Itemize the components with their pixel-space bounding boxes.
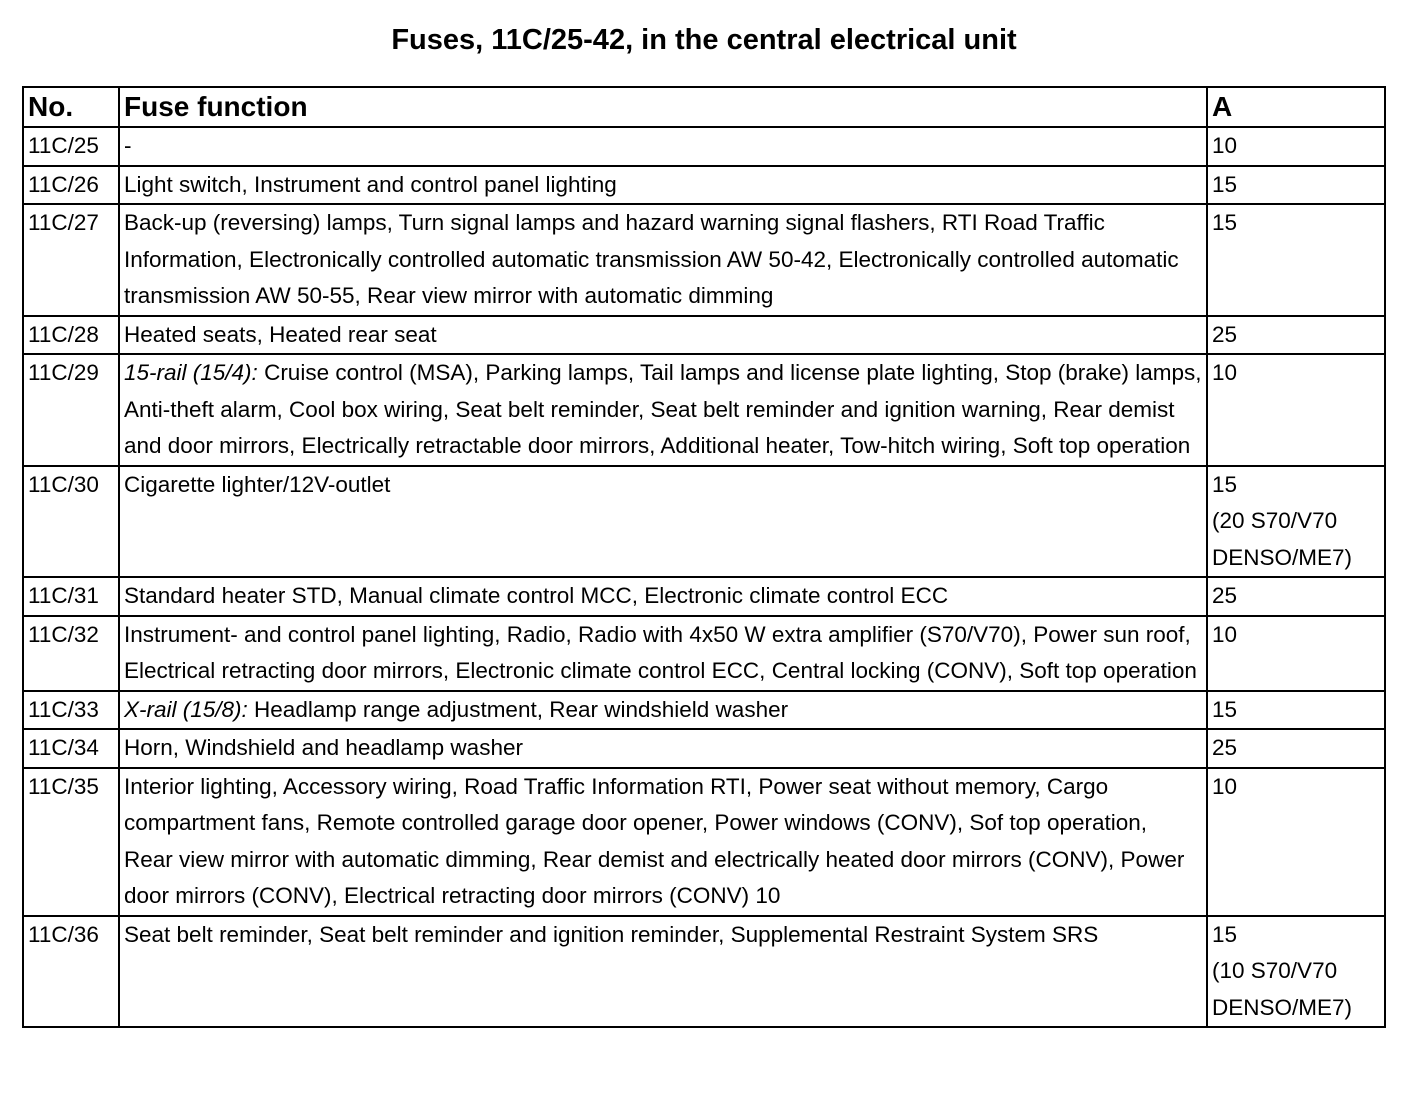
fuse-number: 11C/36 [23,916,119,1028]
fuse-function [119,916,1207,1028]
fuse-table-body [23,127,1385,1027]
rail-label: X-rail (15/8): [124,696,248,722]
fuse-function-text: Heated seats, Heated rear seat [124,321,437,347]
amperage-value: (20 S70/V70 [1212,508,1338,533]
fuse-amperage [1207,577,1385,616]
amperage-value: 10 [1212,360,1238,385]
fuse-amperage [1207,768,1385,916]
fuse-number: 11C/35 [23,768,119,916]
amperage-value: 15 [1212,696,1238,722]
fuse-function-text: Cruise control (MSA), Parking lamps, Tail lamps and license plate lighting, Stop (brake) lamps, Anti-theft alarm, Cool box wiring, Seat belt reminder, Seat belt reminder and ignition warning, Rear demist and door mirrors, Electrically retractable door mirrors, Additional heater, Tow-hitch wiring, Soft top operation [124,360,1202,458]
fuse-number: 11C/32 [23,616,119,691]
rail-label: 15-rail (15/4): [124,360,258,385]
fuse-amperage [1207,316,1385,355]
fuse-number: 11C/27 [23,204,119,316]
table-row [23,354,1385,466]
table-row [23,166,1385,205]
fuse-amperage [1207,466,1385,578]
fuse-amperage [1207,729,1385,768]
table-row [23,616,1385,691]
table-row [23,691,1385,730]
amperage-value: 25 [1212,735,1238,760]
fuse-function [119,616,1207,691]
amperage-value: 15 [1212,210,1238,235]
table-row [23,729,1385,768]
fuse-number: 11C/29 [23,354,119,466]
fuse-function-text: Cigarette lighter/12V-outlet [124,471,391,497]
amperage-value: 25 [1212,321,1238,347]
table-row [23,768,1385,916]
fuse-number: 11C/31 [23,577,119,616]
fuse-function [119,466,1207,578]
fuse-table [22,86,1386,1028]
fuse-function [119,354,1207,466]
document-title: Fuses, 11C/25-42, in the central electrical unit [391,24,1017,56]
table-row [23,577,1385,616]
fuse-amperage [1207,691,1385,730]
fuse-amperage [1207,616,1385,691]
table-header-row [23,87,1385,127]
amperage-value: DENSO/ME7) [1212,994,1353,1020]
fuse-amperage [1207,916,1385,1028]
fuse-function-text: Back-up (reversing) lamps, Turn signal lamps and hazard warning signal flashers, RTI Road Traffic Information, Electronically controlled automatic transmission AW 50-42, Electronically controlled automatic transmission AW 50-55, Rear view mirror with automatic dimming [124,210,1179,308]
table-row [23,316,1385,355]
fuse-amperage [1207,204,1385,316]
header-no: No. [23,87,119,127]
header-amps: A [1207,87,1385,127]
fuse-function [119,166,1207,205]
table-row [23,204,1385,316]
amperage-value: 10 [1212,621,1238,647]
fuse-function [119,729,1207,768]
fuse-function [119,316,1207,355]
fuse-number: 11C/26 [23,166,119,205]
fuse-amperage [1207,127,1385,166]
amperage-value: 10 [1212,133,1238,158]
fuse-function [119,127,1207,166]
amperage-value: 10 [1212,773,1238,799]
amperage-value: DENSO/ME7) [1212,544,1353,570]
fuse-function-text: Light switch, Instrument and control panel lighting [124,171,617,197]
fuse-function [119,204,1207,316]
amperage-value: (10 S70/V70 [1212,958,1338,983]
fuse-function-text: - [124,133,132,158]
fuse-function-text: Interior lighting, Accessory wiring, Road Traffic Information RTI, Power seat without memory, Cargo compartment fans, Remote controlled garage door opener, Power windows (CONV), Sof top operation, Rear view mirror with automatic dimming, Rear demist and electrically heated door mirrors (CONV), Power door mirrors (CONV), Electrical retracting door mirrors (CONV) 10 [124,773,1185,908]
table-row [23,127,1385,166]
fuse-function-text: Seat belt reminder, Seat belt reminder and ignition reminder, Supplemental Restraint System SRS [124,921,1099,947]
fuse-number: 11C/25 [23,127,119,166]
amperage-value: 15 [1212,921,1238,947]
fuse-number: 11C/33 [23,691,119,730]
fuse-function [119,768,1207,916]
amperage-value: 25 [1212,583,1238,608]
fuse-number: 11C/28 [23,316,119,355]
fuse-number: 11C/30 [23,466,119,578]
fuse-function [119,577,1207,616]
fuse-function-text: Headlamp range adjustment, Rear windshield washer [247,696,789,722]
amperage-value: 15 [1212,171,1238,197]
fuse-amperage [1207,354,1385,466]
fuse-amperage [1207,166,1385,205]
header-fuse-function: Fuse function [119,87,1207,127]
table-row [23,916,1385,1028]
fuse-function-text: Instrument- and control panel lighting, Radio, Radio with 4x50 W extra amplifier (S70/V70), Power sun roof, Electrical retracting door mirrors, Electronic climate control ECC, Central locking (CONV), Soft top operation [124,621,1197,683]
fuse-number: 11C/34 [23,729,119,768]
fuse-function-text: Horn, Windshield and headlamp washer [124,735,523,760]
amperage-value: 15 [1212,471,1238,497]
table-row [23,466,1385,578]
fuse-function [119,691,1207,730]
fuse-function-text: Standard heater STD, Manual climate control MCC, Electronic climate control ECC [124,583,949,608]
